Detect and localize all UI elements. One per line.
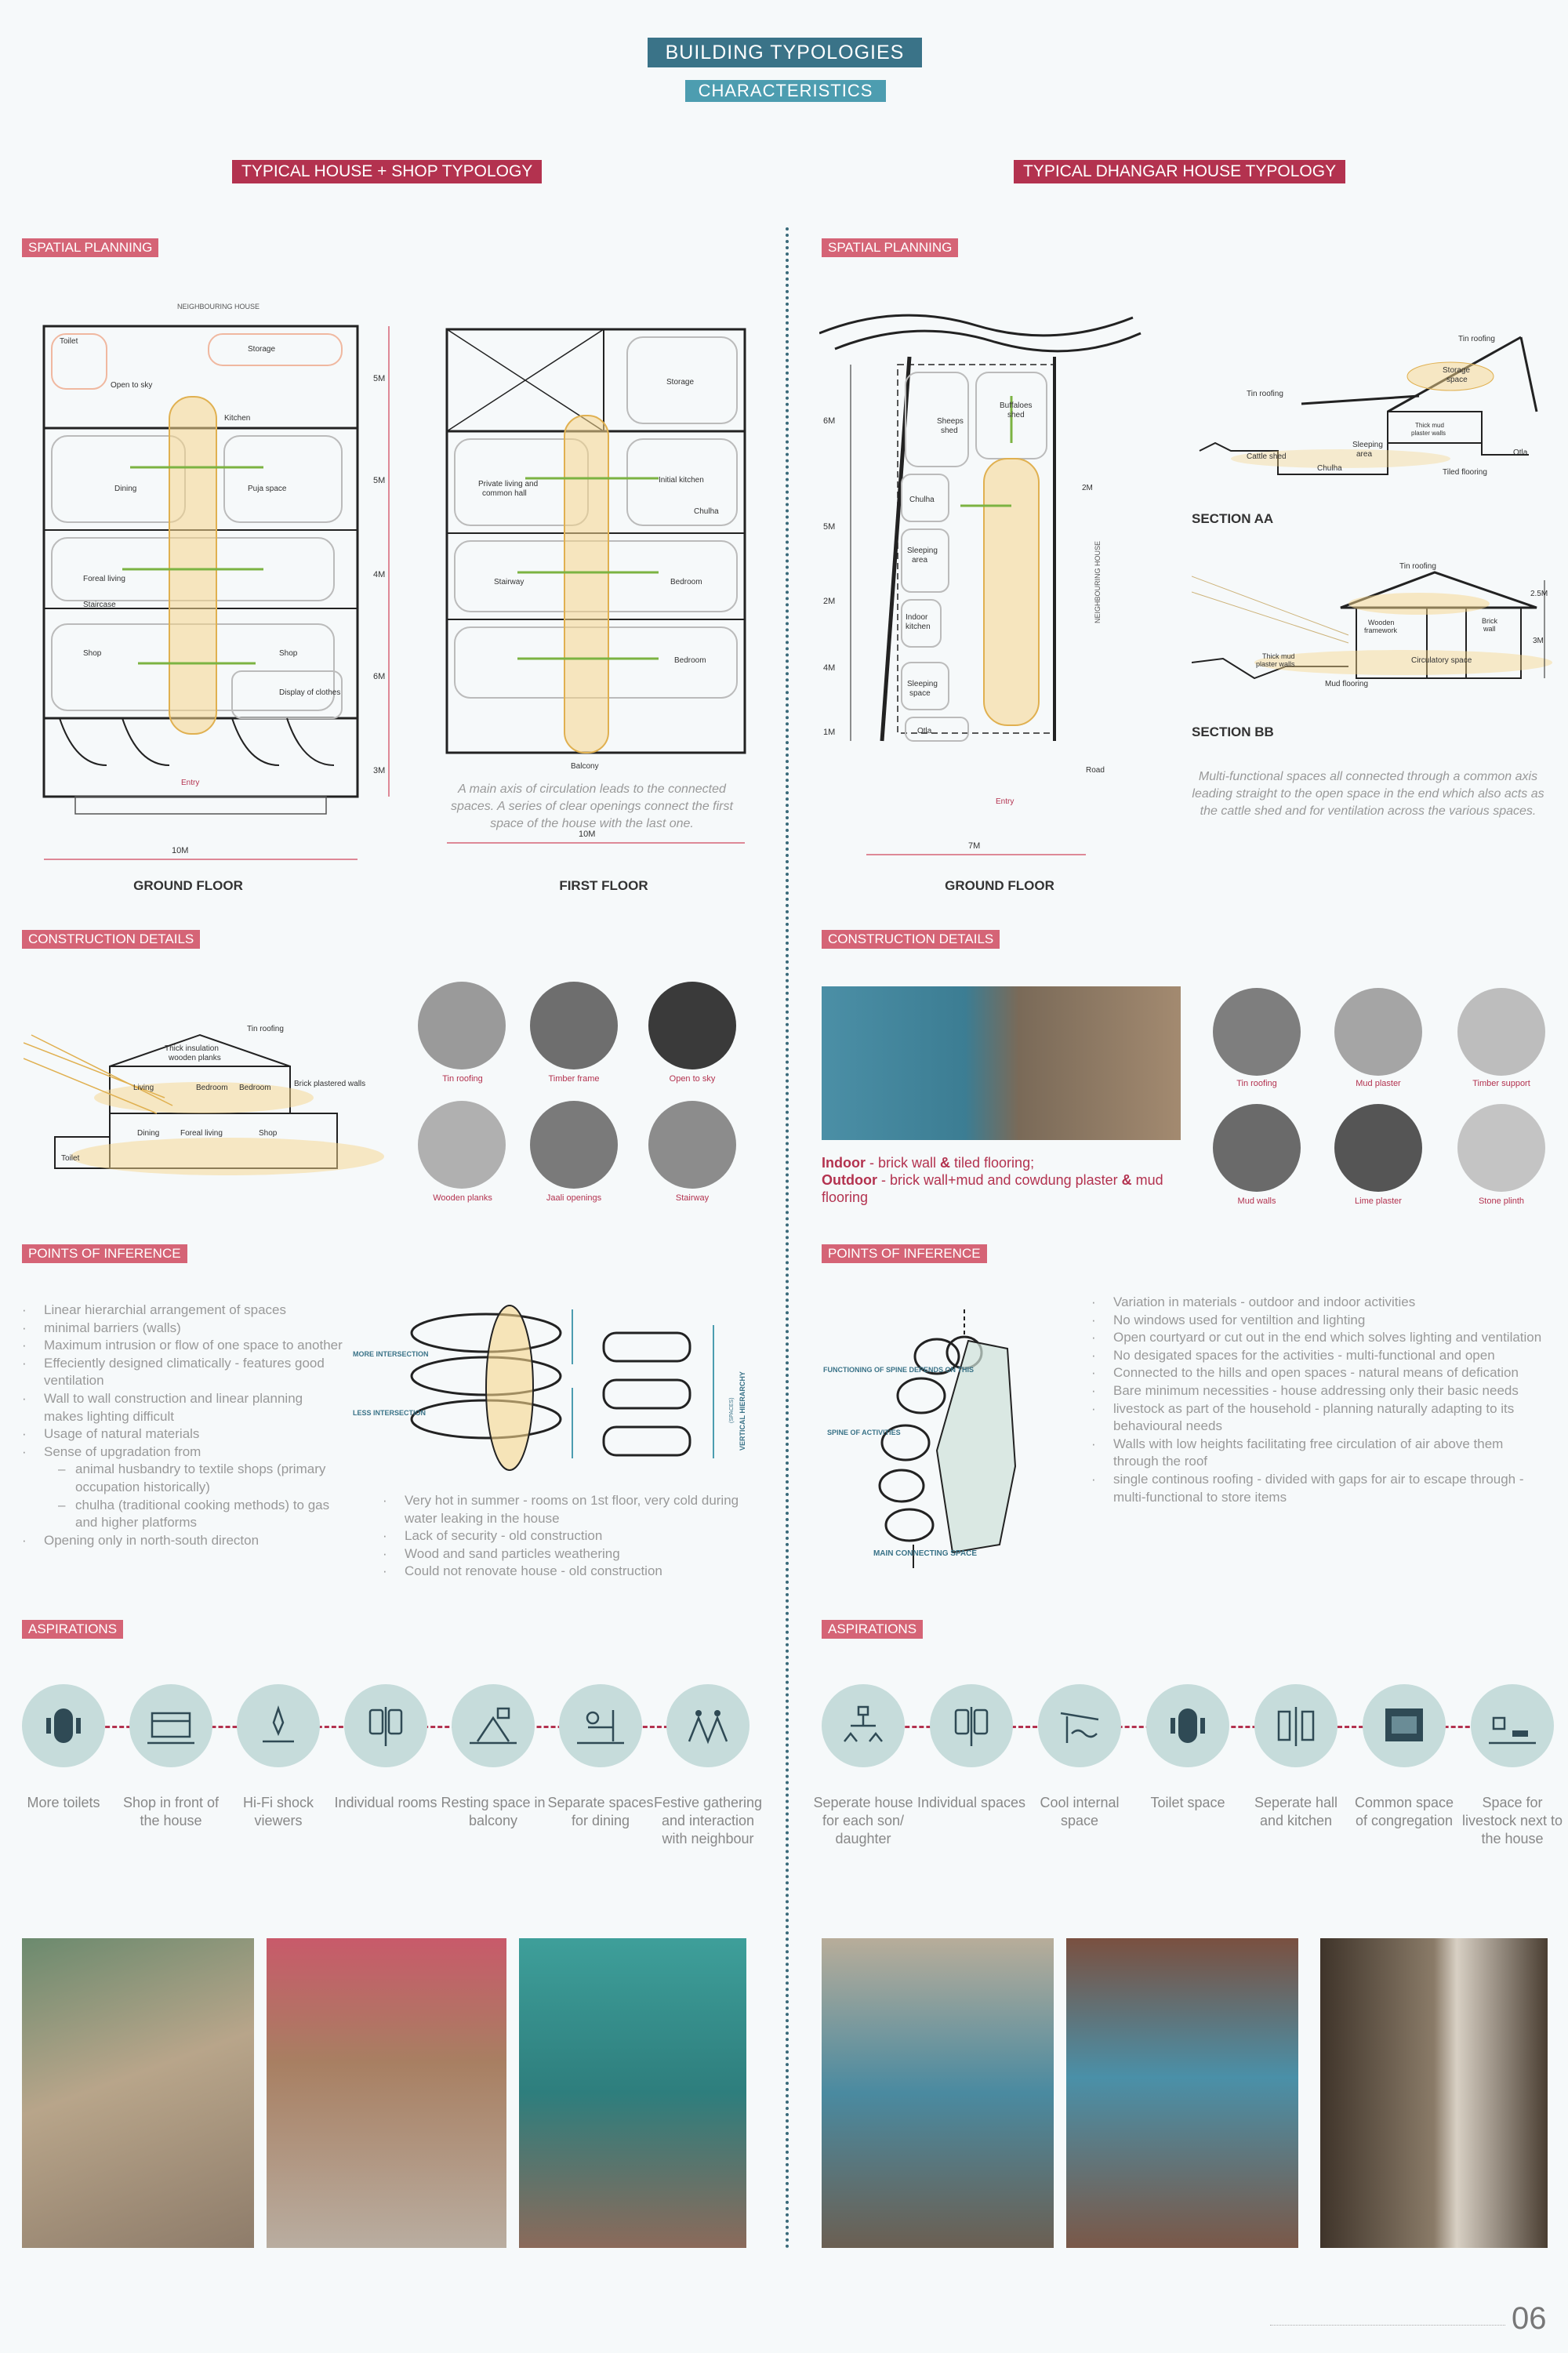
inference-item: · Linear hierarchial arrangement of spaces	[22, 1302, 343, 1320]
left-inference-list	[22, 1302, 343, 1549]
dining-table-icon	[577, 1702, 624, 1749]
balcony-chair-icon-circle	[452, 1684, 535, 1767]
svg-text:6M: 6M	[823, 416, 836, 426]
stone-plinth-photo	[1457, 1104, 1545, 1192]
aspiration-label: Separate spaces for dining	[547, 1795, 654, 1828]
livestock-icon	[1489, 1702, 1536, 1749]
svg-text:Thick insulation: Thick insulation	[165, 1044, 219, 1053]
svg-text:shed: shed	[1007, 411, 1025, 419]
svg-text:Toilet: Toilet	[61, 1154, 80, 1163]
left-inference-label: POINTS OF INFERENCE	[22, 1244, 187, 1263]
aspiration-label: Common space of congregation	[1354, 1795, 1454, 1828]
page-subtitle: CHARACTERISTICS	[685, 80, 886, 102]
svg-text:Sleeping: Sleeping	[907, 546, 938, 555]
svg-text:Otla: Otla	[917, 727, 932, 735]
dhangar-interior-photo	[822, 986, 1181, 1140]
circle-caption: Stairway	[675, 1193, 710, 1203]
svg-text:common hall: common hall	[482, 489, 527, 498]
spine-function-label: FUNCTIONING OF SPINE DEPENDS ON THIS	[823, 1366, 975, 1374]
right-ground-floor-label: GROUND FLOOR	[945, 878, 1054, 893]
svg-text:Staircase: Staircase	[83, 601, 116, 609]
gathering-icon-circle	[666, 1684, 750, 1767]
timber-frame-photo	[530, 982, 618, 1069]
svg-text:Entry: Entry	[181, 779, 200, 787]
svg-text:5M: 5M	[823, 522, 836, 532]
page-title: BUILDING TYPOLOGIES	[648, 38, 922, 67]
beds-icon-circle	[930, 1684, 1013, 1767]
textile-shop-photo	[267, 1938, 506, 2248]
section-aa-drawing	[1184, 325, 1552, 482]
chandelier-icon	[255, 1702, 302, 1749]
svg-text:Stairway: Stairway	[494, 578, 524, 586]
jaali-openings-photo	[530, 1101, 618, 1189]
inference-item: · Connected to the hills and open spaces - natural means of defication	[1091, 1364, 1546, 1382]
svg-text:Dining: Dining	[114, 485, 137, 493]
beds-icon	[948, 1702, 995, 1749]
svg-text:Entry: Entry	[996, 797, 1014, 806]
svg-text:Open to sky: Open to sky	[111, 381, 153, 390]
lime-plaster-photo	[1334, 1104, 1422, 1192]
beds-icon-circle	[344, 1684, 427, 1767]
svg-text:Foreal living: Foreal living	[83, 575, 125, 583]
aspiration-label: Individual spaces	[916, 1795, 1026, 1810]
circle-caption: Lime plaster	[1355, 1196, 1402, 1206]
svg-text:Thick mud: Thick mud	[1262, 652, 1295, 660]
left-issues-list	[383, 1492, 751, 1581]
svg-text:Puja space: Puja space	[248, 485, 287, 493]
timber-support-photo	[1457, 988, 1545, 1076]
circle-caption: Mud walls	[1237, 1196, 1276, 1206]
svg-text:Brick plastered walls: Brick plastered walls	[294, 1080, 366, 1088]
vertical-hierarchy-sub: (SPACES)	[729, 1397, 735, 1423]
circle-caption: Tin roofing	[1236, 1079, 1277, 1088]
left-ground-floor-plan	[28, 295, 420, 875]
svg-text:5M: 5M	[373, 374, 386, 383]
svg-text:5M: 5M	[373, 476, 386, 485]
svg-text:Balcony: Balcony	[571, 762, 599, 771]
svg-text:Shop: Shop	[83, 649, 102, 658]
inference-item: · Wall to wall construction and linear planning makes lighting difficult	[22, 1390, 343, 1425]
aspiration-label: Individual rooms	[334, 1795, 437, 1810]
svg-text:Initial kitchen: Initial kitchen	[659, 476, 704, 485]
left-ground-floor-label: GROUND FLOOR	[133, 878, 243, 893]
aspiration-label: Seperate house for each son/ daughter	[813, 1795, 913, 1846]
svg-text:wooden planks: wooden planks	[169, 1054, 221, 1062]
inference-item: · Opening only in north-south directon	[22, 1532, 343, 1550]
ff-width-dim: 10M	[579, 830, 596, 839]
balcony-chair-icon	[470, 1702, 517, 1749]
svg-text:Chulha: Chulha	[909, 496, 935, 504]
left-typology-title: TYPICAL HOUSE + SHOP TYPOLOGY	[232, 160, 542, 183]
svg-text:space: space	[909, 689, 931, 698]
svg-text:Chulha: Chulha	[694, 507, 719, 516]
aspiration-label: Festive gathering and interaction with neighbour	[653, 1795, 763, 1846]
shop-icon-circle	[129, 1684, 212, 1767]
circle-caption: Tin roofing	[442, 1074, 483, 1084]
svg-text:Buffaloes: Buffaloes	[1000, 401, 1033, 410]
more-intersection-label: MORE INTERSECTION	[353, 1350, 429, 1358]
footer-rule	[1270, 2325, 1505, 2326]
svg-text:Bedroom: Bedroom	[196, 1084, 228, 1092]
svg-text:Sheeps: Sheeps	[937, 417, 964, 426]
svg-text:2.5M: 2.5M	[1530, 590, 1548, 598]
beds-icon	[362, 1702, 409, 1749]
inference-item: · Bare minimum necessities - house addressing only their basic needs	[1091, 1382, 1546, 1400]
right-construction-label: CONSTRUCTION DETAILS	[822, 930, 1000, 949]
issue-item: · Very hot in summer - rooms on 1st floor, very cold during water leaking in the house	[383, 1492, 751, 1527]
tin-roofing-photo	[1213, 988, 1301, 1076]
aspiration-label: Shop in front of the house	[122, 1795, 220, 1828]
inference-item: · Walls with low heights facilitating free circulation of air above them through the roof	[1091, 1436, 1546, 1471]
circle-caption: Mud plaster	[1356, 1079, 1401, 1088]
livestock-icon-circle	[1471, 1684, 1554, 1767]
congregation-icon-circle	[1363, 1684, 1446, 1767]
svg-text:Sleeping: Sleeping	[1352, 441, 1383, 449]
spine-label: SPINE OF ACTIVITIES	[827, 1429, 901, 1436]
svg-text:Wooden: Wooden	[1368, 619, 1395, 626]
inference-item: · Variation in materials - outdoor and indoor activities	[1091, 1294, 1546, 1312]
left-plan-note: A main axis of circulation leads to the connected spaces. A series of clear openings connect the first space of the house with the last one.	[451, 783, 733, 830]
aspiration-label: Seperate hall and kitchen	[1254, 1795, 1338, 1828]
right-inference-list	[1091, 1294, 1546, 1506]
svg-text:Kitchen: Kitchen	[224, 414, 251, 423]
svg-text:plaster walls: plaster walls	[1411, 430, 1446, 437]
circle-caption: Stone plinth	[1478, 1196, 1525, 1206]
inference-item: · livestock as part of the household - planning naturally adapting to its behavioural needs	[1091, 1400, 1546, 1436]
svg-text:shed: shed	[941, 427, 958, 435]
svg-text:Mud flooring: Mud flooring	[1325, 680, 1369, 688]
issue-item: · Lack of security - old construction	[383, 1527, 751, 1545]
family-houses-icon-circle	[822, 1684, 905, 1767]
house-interior-photo-2	[519, 1938, 746, 2248]
inference-item: · Effeciently designed climatically - features good ventilation	[22, 1355, 343, 1390]
toilet-icon-circle	[1146, 1684, 1229, 1767]
page-number: 06	[1512, 2301, 1547, 2336]
svg-text:Road: Road	[1086, 766, 1105, 775]
vertical-hierarchy-label: VERTICAL HIERARCHY	[739, 1371, 746, 1451]
svg-text:framework: framework	[1364, 626, 1398, 634]
house-interior-photo-1	[22, 1938, 254, 2248]
svg-text:Chulha: Chulha	[1317, 464, 1342, 473]
right-inference-label: POINTS OF INFERENCE	[822, 1244, 987, 1263]
svg-text:3M: 3M	[1533, 637, 1544, 645]
aspiration-label: Cool internal space	[1040, 1795, 1120, 1828]
left-aspirations-label: ASPIRATIONS	[22, 1620, 123, 1639]
svg-text:Toilet: Toilet	[60, 337, 78, 346]
hall-kitchen-icon	[1272, 1702, 1319, 1749]
left-first-floor-label: FIRST FLOOR	[559, 878, 648, 893]
circle-caption: Timber frame	[548, 1074, 600, 1084]
svg-text:Tin roofing: Tin roofing	[1399, 562, 1436, 571]
right-typology-title: TYPICAL DHANGAR HOUSE TYPOLOGY	[1014, 160, 1345, 183]
dhangar-interior-photo-2	[1066, 1938, 1298, 2248]
circle-caption: Timber support	[1472, 1079, 1530, 1088]
right-plan-note: Multi-functional spaces all connected through a common axis leading straight to the open space in the end which also acts as the cattle shed and for ventilation across the various spaces.	[1192, 770, 1544, 818]
inference-item: · Sense of upgradation from	[22, 1443, 343, 1462]
left-construction-label: CONSTRUCTION DETAILS	[22, 930, 200, 949]
section-aa-label: SECTION AA	[1192, 511, 1274, 526]
svg-text:Cattle shed: Cattle shed	[1247, 452, 1287, 461]
svg-text:wall: wall	[1483, 625, 1496, 633]
aspiration-label: Toilet space	[1150, 1795, 1225, 1810]
svg-text:Shop: Shop	[259, 1129, 278, 1138]
toilet-icon	[1164, 1702, 1211, 1749]
svg-text:kitchen: kitchen	[906, 623, 931, 631]
svg-text:Storage: Storage	[1443, 366, 1471, 375]
circle-caption: Open to sky	[669, 1074, 716, 1084]
svg-text:Tiled flooring: Tiled flooring	[1443, 468, 1487, 477]
inference-item: – chulha (traditional cooking methods) to gas and higher platforms	[22, 1497, 343, 1532]
svg-text:1M: 1M	[823, 728, 836, 737]
inference-item: · single continous roofing - divided with gaps for air to escape through - multi-functional to store items	[1091, 1471, 1546, 1506]
aspiration-label: Space for livestock next to the house	[1461, 1795, 1563, 1846]
inference-item: · Maximum intrusion or flow of one space to another	[22, 1337, 343, 1355]
hall-kitchen-icon-circle	[1254, 1684, 1338, 1767]
inference-item: · Open courtyard or cut out in the end which solves lighting and ventilation	[1091, 1329, 1546, 1347]
toilet-icon	[40, 1702, 87, 1749]
toilet-icon-circle	[22, 1684, 105, 1767]
svg-text:6M: 6M	[373, 672, 386, 681]
svg-text:Bedroom: Bedroom	[670, 578, 702, 586]
less-intersection-label: LESS INTERSECTION	[353, 1409, 426, 1417]
open-to-sky-photo	[648, 982, 736, 1069]
shop-icon	[147, 1702, 194, 1749]
main-connecting-label: MAIN CONNECTING SPACE	[873, 1549, 978, 1558]
congregation-icon	[1381, 1702, 1428, 1749]
circle-caption: Wooden planks	[433, 1193, 492, 1203]
svg-text:Thick mud: Thick mud	[1415, 422, 1444, 429]
svg-text:4M: 4M	[823, 663, 836, 673]
svg-text:2M: 2M	[1082, 484, 1093, 492]
left-spatial-label: SPATIAL PLANNING	[22, 238, 158, 257]
svg-text:Shop: Shop	[279, 649, 298, 658]
left-section-drawing	[24, 1011, 392, 1192]
svg-text:Storage: Storage	[248, 345, 276, 354]
materials-text: Indoor - brick wall & tiled flooring; Outdoor - brick wall+mud and cowdung plaster & mud flooring	[822, 1155, 1163, 1205]
svg-text:Indoor: Indoor	[906, 613, 928, 622]
dining-table-icon-circle	[559, 1684, 642, 1767]
svg-text:Sleeping: Sleeping	[907, 680, 938, 688]
family-houses-icon	[840, 1702, 887, 1749]
inference-item: · minimal barriers (walls)	[22, 1320, 343, 1338]
inference-item: · Usage of natural materials	[22, 1425, 343, 1443]
right-spatial-label: SPATIAL PLANNING	[822, 238, 958, 257]
svg-text:Tin roofing: Tin roofing	[1458, 335, 1495, 343]
right-ground-floor-plan	[819, 302, 1172, 882]
tin-roofing-photo	[418, 982, 506, 1069]
left-inference-diagram	[353, 1302, 753, 1474]
right-gf-width-dim: 7M	[968, 841, 981, 851]
svg-text:Storage: Storage	[666, 378, 695, 387]
svg-text:Bedroom: Bedroom	[674, 656, 706, 665]
section-bb-drawing	[1192, 549, 1560, 698]
chandelier-icon-circle	[237, 1684, 320, 1767]
issue-item: · Could not renovate house - old construction	[383, 1563, 751, 1581]
wooden-planks-photo	[418, 1101, 506, 1189]
gathering-icon	[684, 1702, 731, 1749]
svg-text:area: area	[912, 556, 928, 565]
svg-text:3M: 3M	[373, 766, 386, 775]
dhangar-corridor-photo	[1320, 1938, 1548, 2248]
svg-text:Private living and: Private living and	[478, 480, 539, 488]
aspiration-label: Hi-Fi shock viewers	[242, 1795, 314, 1828]
inference-item: · No windows used for ventiltion and lighting	[1091, 1312, 1546, 1330]
mud-plaster-photo	[1334, 988, 1422, 1076]
column-divider	[786, 227, 789, 2250]
svg-text:space: space	[1446, 376, 1468, 384]
svg-text:Tin roofing: Tin roofing	[1247, 390, 1283, 398]
cool-space-icon	[1056, 1702, 1103, 1749]
stairway-photo	[648, 1101, 736, 1189]
svg-text:4M: 4M	[373, 570, 386, 579]
svg-text:2M: 2M	[823, 597, 836, 606]
issue-item: · Wood and sand particles weathering	[383, 1545, 751, 1563]
svg-text:Display of clothes: Display of clothes	[279, 688, 341, 697]
svg-text:Brick: Brick	[1482, 617, 1497, 625]
aspiration-label: More toilets	[27, 1795, 100, 1810]
mud-walls-photo	[1213, 1104, 1301, 1192]
svg-text:area: area	[1356, 450, 1373, 459]
inference-item: · No desigated spaces for the activities - multi-functional and open	[1091, 1347, 1546, 1365]
section-bb-label: SECTION BB	[1192, 724, 1274, 739]
circle-caption: Jaali openings	[546, 1193, 602, 1203]
svg-text:NEIGHBOURING HOUSE: NEIGHBOURING HOUSE	[1094, 540, 1102, 623]
cool-space-icon-circle	[1038, 1684, 1121, 1767]
svg-text:Tin roofing: Tin roofing	[247, 1025, 284, 1033]
svg-text:Foreal living: Foreal living	[180, 1129, 223, 1138]
right-inference-diagram	[819, 1309, 1047, 1576]
inference-item: – animal husbandry to textile shops (primary occupation historically)	[22, 1461, 343, 1496]
aspiration-label: Resting space in balcony	[441, 1795, 546, 1828]
right-aspirations-label: ASPIRATIONS	[822, 1620, 923, 1639]
svg-text:Dining: Dining	[137, 1129, 160, 1138]
svg-text:Bedroom: Bedroom	[239, 1084, 271, 1092]
gf-width-dim: 10M	[172, 846, 189, 855]
dhangar-exterior-photo	[822, 1938, 1054, 2248]
svg-text:Otla: Otla	[1513, 448, 1528, 457]
svg-text:Living: Living	[133, 1084, 154, 1092]
svg-text:Circulatory space: Circulatory space	[1411, 656, 1472, 665]
gf-top-label: NEIGHBOURING HOUSE	[177, 303, 260, 310]
svg-text:plaster walls: plaster walls	[1256, 660, 1295, 668]
